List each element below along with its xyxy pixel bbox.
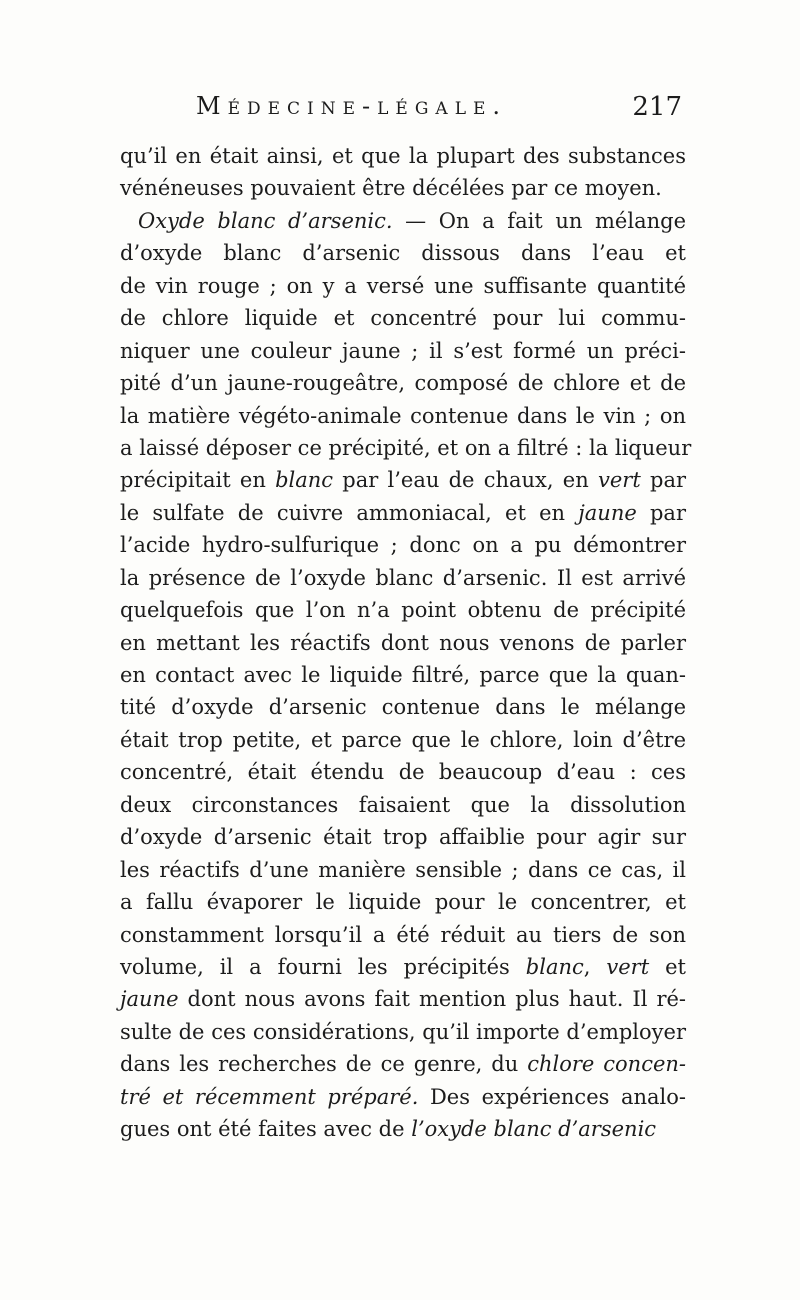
italic-text: vert xyxy=(606,954,650,979)
running-head xyxy=(122,92,682,132)
text-segment: par l’eau de chaux, en xyxy=(333,468,598,493)
text-segment: constamment lorsqu’il a été réduit au tiers de son xyxy=(120,922,686,947)
italic-text: blanc xyxy=(525,954,584,979)
text-line xyxy=(120,562,686,594)
text-line xyxy=(120,237,686,269)
text-segment: le sulfate de cuivre ammoniacal, et en xyxy=(120,500,579,525)
text-line xyxy=(120,1113,686,1145)
text-segment: vénéneuses pouvaient être décélées par ce moyen. xyxy=(120,176,662,201)
text-line xyxy=(120,205,686,237)
text-line xyxy=(120,756,686,788)
text-segment: pité d’un jaune-rougeâtre, composé de chlore et de xyxy=(120,371,686,396)
italic-text: jaune xyxy=(120,987,179,1012)
text-segment: sulte de ces considérations, qu’il importe d’employer xyxy=(120,1019,686,1044)
text-segment: dont nous avons fait mention plus haut. Il ré- xyxy=(178,987,686,1012)
text-segment: Des expériences analo- xyxy=(418,1084,686,1109)
text-segment: qu’il en était ainsi, et que la plupart des substances xyxy=(120,144,686,168)
italic-text: jaune xyxy=(578,500,637,525)
text-line xyxy=(120,854,686,886)
text-line xyxy=(120,1048,686,1080)
text-segment: la présence de l’oxyde blanc d’arsenic. Il est arrivé xyxy=(120,565,686,590)
text-segment: la matière végéto-animale contenue dans le vin ; on xyxy=(120,403,686,428)
text-line xyxy=(120,172,686,204)
text-line xyxy=(120,724,686,756)
text-line xyxy=(120,594,686,626)
text-segment: et xyxy=(649,954,686,979)
text-line xyxy=(120,367,686,399)
text-line xyxy=(120,1081,686,1113)
text-segment: a laissé déposer ce précipité, et on a filtré : la liqueur xyxy=(120,435,692,460)
text-segment: de chlore liquide et concentré pour lui commu- xyxy=(120,306,686,331)
text-line xyxy=(120,919,686,951)
text-segment: a fallu évaporer le liquide pour le concentrer, et xyxy=(120,890,686,915)
text-line xyxy=(120,497,686,529)
text-segment: tité d’oxyde d’arsenic contenue dans le mélange xyxy=(120,695,686,720)
text-segment: niquer une couleur jaune ; il s’est formé un préci- xyxy=(120,338,686,363)
italic-text: l’oxyde blanc d’arsenic xyxy=(411,1117,657,1142)
text-segment: quelquefois que l’on n’a point obtenu de précipité xyxy=(120,598,686,623)
text-segment: volume, il a fourni les précipités xyxy=(120,954,526,979)
text-segment: de vin rouge ; on y a versé une suffisante quantité xyxy=(120,273,686,298)
italic-text: Oxyde blanc d’arsenic. xyxy=(138,208,393,233)
text-line xyxy=(120,691,686,723)
text-line xyxy=(120,302,686,334)
text-line xyxy=(120,400,686,432)
text-segment: — On a fait un mélange xyxy=(392,208,686,233)
text-line xyxy=(120,1016,686,1048)
text-line xyxy=(120,659,686,691)
text-line xyxy=(120,789,686,821)
italic-text: blanc xyxy=(275,468,334,493)
text-line xyxy=(120,464,686,496)
text-segment: gues ont été faites avec de xyxy=(120,1117,412,1142)
text-segment: dans les recherches de ce genre, du xyxy=(120,1052,528,1077)
text-segment: les réactifs d’une manière sensible ; dans ce cas, il xyxy=(120,857,686,882)
text-segment: deux circonstances faisaient que la dissolution xyxy=(120,792,686,817)
text-line xyxy=(120,627,686,659)
text-segment: en contact avec le liquide filtré, parce que la quan- xyxy=(120,663,686,687)
running-title: Médecine-légale. xyxy=(196,92,508,120)
text-segment: précipitait en xyxy=(120,468,276,493)
text-segment: en mettant les réactifs dont nous venons de parler xyxy=(120,630,686,655)
text-line xyxy=(120,140,686,172)
italic-text: tré et récemment préparé. xyxy=(120,1084,419,1109)
text-segment: l’acide hydro-sulfurique ; donc on a pu démontrer xyxy=(120,533,686,558)
text-line xyxy=(120,529,686,561)
body-text xyxy=(120,140,692,1146)
text-segment: concentré, était étendu de beaucoup d’eau : ces xyxy=(120,760,686,785)
text-segment: était trop petite, et parce que le chlore, loin d’être xyxy=(120,727,686,752)
text-line xyxy=(120,432,692,464)
text-segment: par xyxy=(636,500,686,525)
italic-text: vert xyxy=(597,468,641,493)
text-segment: , xyxy=(583,954,607,979)
text-segment: par xyxy=(640,468,686,493)
text-segment: d’oxyde d’arsenic était trop affaiblie pour agir sur xyxy=(120,825,686,850)
text-line xyxy=(120,951,686,983)
text-line xyxy=(120,886,686,918)
text-line xyxy=(120,270,686,302)
text-line xyxy=(120,335,686,367)
page-number: 217 xyxy=(632,92,682,122)
text-line xyxy=(120,983,686,1015)
text-line xyxy=(120,821,686,853)
italic-text: chlore concen- xyxy=(527,1052,686,1077)
text-segment: d’oxyde blanc d’arsenic dissous dans l’eau et xyxy=(120,241,686,266)
